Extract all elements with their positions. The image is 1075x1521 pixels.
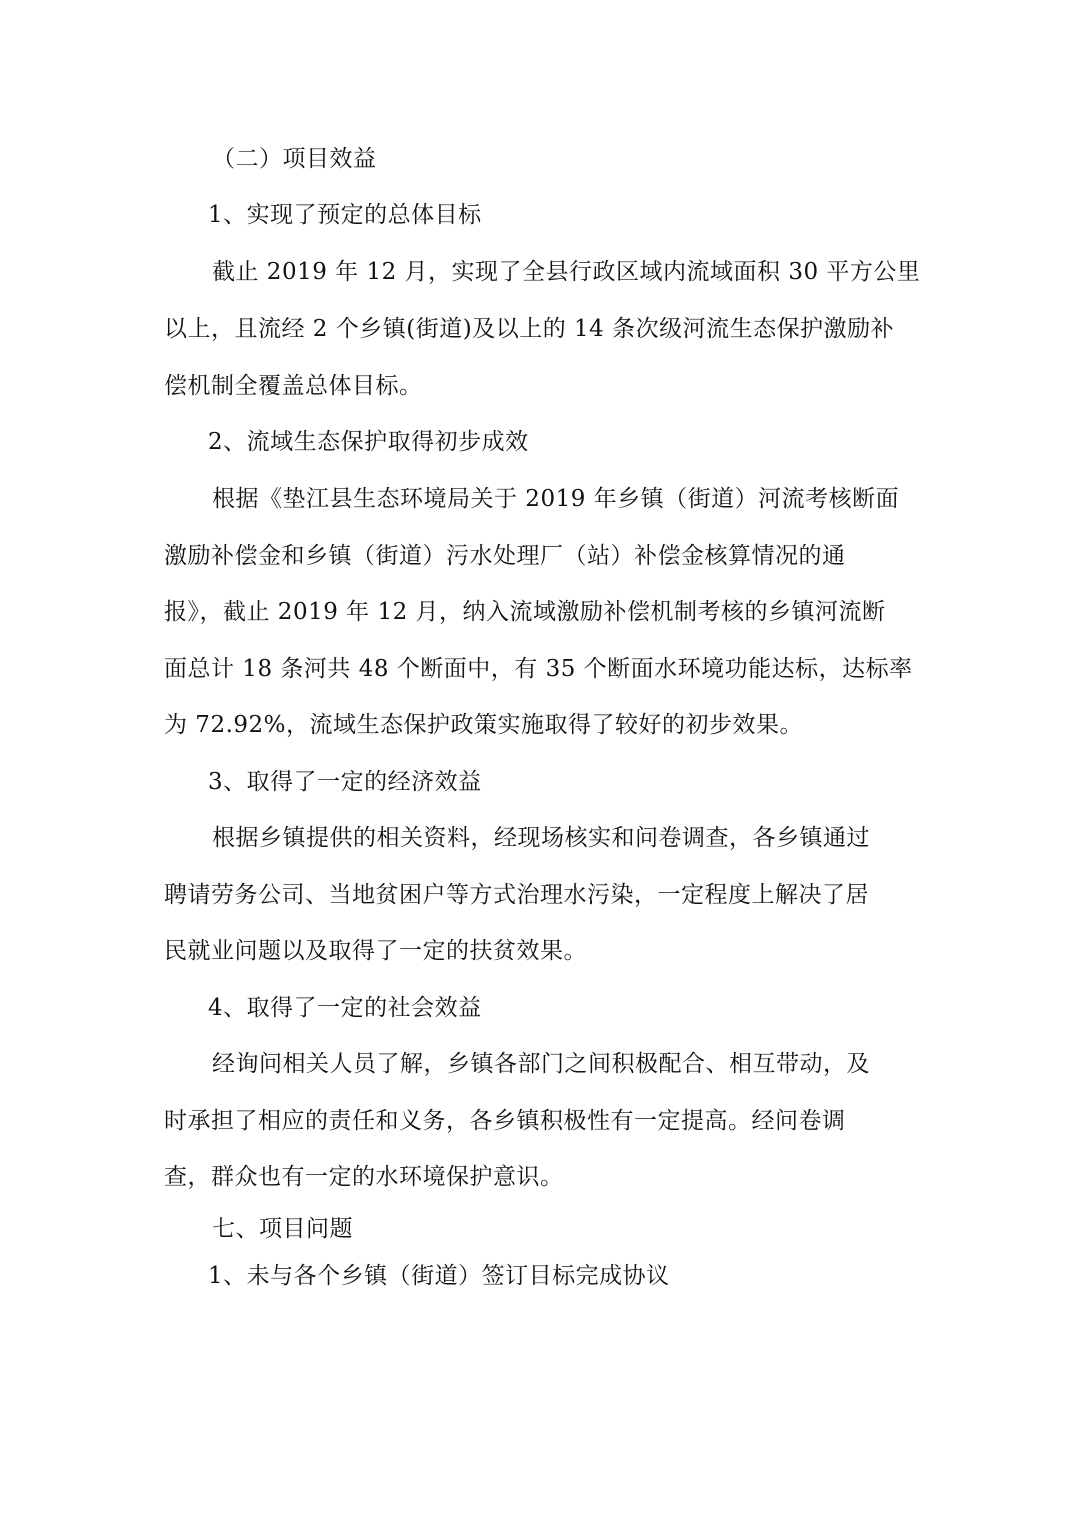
paragraph-line: 以上，且流经 2 个乡镇(街道)及以上的 14 条次级河流生态保护激励补 (164, 316, 895, 342)
subheading-economic-benefits: 3、取得了一定的经济效益 (208, 769, 482, 795)
subheading-no-agreement: 1、未与各个乡镇（街道）签订目标完成协议 (208, 1263, 670, 1289)
paragraph-line: 根据乡镇提供的相关资料，经现场核实和问卷调查，各乡镇通过 (212, 825, 870, 851)
paragraph-line: 偿机制全覆盖总体目标。 (164, 373, 423, 399)
paragraph-line: 截止 2019 年 12 月，实现了全县行政区域内流域面积 30 平方公里 (212, 259, 921, 285)
paragraph-line: 民就业问题以及取得了一定的扶贫效果。 (164, 938, 587, 964)
paragraph-line: 查，群众也有一定的水环境保护意识。 (164, 1164, 564, 1190)
paragraph-line: 聘请劳务公司、当地贫困户等方式治理水污染，一定程度上解决了居 (164, 882, 869, 908)
section-heading-project-benefits: （二）项目效益 (212, 146, 377, 172)
section-heading-project-problems: 七、项目问题 (212, 1216, 353, 1242)
subheading-overall-goal: 1、实现了预定的总体目标 (208, 202, 482, 228)
subheading-initial-results: 2、流域生态保护取得初步成效 (208, 429, 529, 455)
subheading-social-benefits: 4、取得了一定的社会效益 (208, 995, 482, 1021)
paragraph-line: 面总计 18 条河共 48 个断面中，有 35 个断面水环境功能达标，达标率 (164, 656, 913, 682)
paragraph-line: 激励补偿金和乡镇（街道）污水处理厂（站）补偿金核算情况的通 (164, 543, 846, 569)
paragraph-line: 报》，截止 2019 年 12 月，纳入流域激励补偿机制考核的乡镇河流断 (164, 599, 886, 625)
paragraph-line: 根据《垫江县生态环境局关于 2019 年乡镇（街道）河流考核断面 (212, 486, 900, 512)
paragraph-line: 为 72.92%，流域生态保护政策实施取得了较好的初步效果。 (164, 712, 804, 738)
paragraph-line: 经询问相关人员了解，乡镇各部门之间积极配合、相互带动，及 (212, 1051, 870, 1077)
paragraph-line: 时承担了相应的责任和义务，各乡镇积极性有一定提高。经问卷调 (164, 1108, 846, 1134)
